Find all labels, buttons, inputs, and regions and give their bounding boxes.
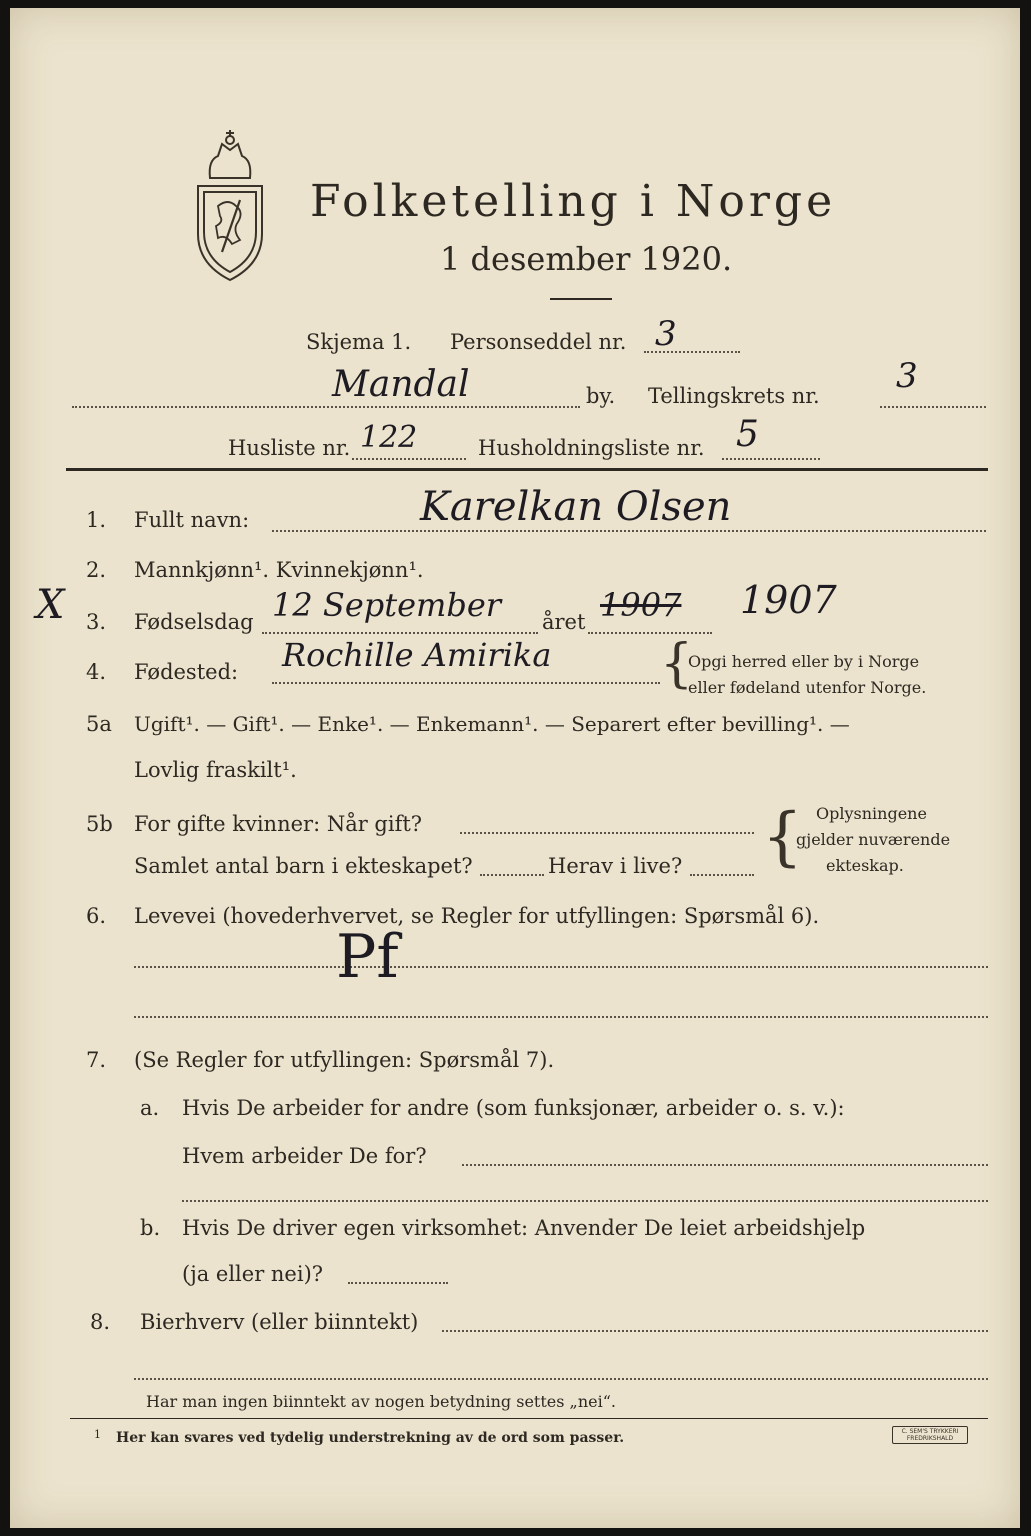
q5b-label2: Samlet antal barn i ekteskapet? [134,854,473,878]
q8-number: 8. [90,1310,111,1334]
q5b-note-line1: Oplysningene [816,804,927,823]
q5b-label3: Herav i live? [548,854,683,878]
q1-number: 1. [86,508,107,532]
husliste-number: 122 [360,420,418,455]
q5a-line1: Ugift¹. — Gift¹. — Enke¹. — Enkemann¹. — Separert efter bevilling¹. — [134,712,850,736]
q1-full-name: Karelkan Olsen [420,484,732,530]
q8-note: Har man ingen biinntekt av nogen betydning settes „nei“. [146,1392,616,1411]
q7a-line2: Hvem arbeider De for? [182,1144,427,1168]
q5a-number: 5a [86,712,112,736]
q2-number: 2. [86,558,107,582]
q6-occupation: Pf [336,922,399,992]
footnote-mark: 1 [94,1428,101,1441]
city-line [72,406,580,408]
husholdning-line [722,458,820,460]
q5b-number: 5b [86,812,113,836]
q6-label: Levevei (hovederhvervet, se Regler for utfyllingen: Spørsmål 6). [134,904,820,928]
q5b-note-brace: { [762,800,803,874]
norwegian-coat-of-arms-icon [188,126,272,284]
q5b-alive-line [690,874,754,876]
q7b-line1: Hvis De driver egen virksomhet: Anvender De leiet arbeidshjelp [182,1216,866,1240]
q1-line [272,530,986,532]
footer-separator [70,1418,988,1419]
q7a-letter: a. [140,1096,160,1120]
q2-label: Mannkjønn¹. Kvinnekjønn¹. [134,558,424,582]
q8-line1 [442,1330,988,1332]
personseddel-number: 3 [655,314,677,354]
q5b-label1: For gifte kvinner: Når gift? [134,812,423,836]
q3-year-line [588,632,712,634]
census-date: 1 desember 1920. [440,240,733,278]
q7b-line2: (ja eller nei)? [182,1262,324,1286]
q6-line1 [134,966,988,968]
q6-line2 [134,1016,988,1018]
q4-note-line1: Opgi herred eller by i Norge [688,652,920,671]
q3-label: Fødselsdag [134,610,254,634]
printer-mark: C. SEM'S TRYKKERI FREDRIKSHALD [892,1426,968,1444]
q4-birthplace: Rochille Amirika [282,636,552,674]
q4-line [272,682,660,684]
q5a-line2: Lovlig fraskilt¹. [134,758,297,782]
q3-margin-mark: X [36,582,65,628]
city-name: Mandal [332,364,470,405]
q7-label: (Se Regler for utfyllingen: Spørsmål 7). [134,1048,555,1072]
q3-year-corrected: 1907 [740,578,837,622]
husholdning-label: Husholdningsliste nr. [478,436,705,460]
header-separator [66,468,988,471]
q3-birth-day: 12 September [272,586,502,624]
q4-note-line2: eller fødeland utenfor Norge. [688,678,927,697]
q3-number: 3. [86,610,107,634]
q7b-line [348,1282,448,1284]
q5b-note-line3: ekteskap. [826,856,904,875]
q5b-note-line2: gjelder nuværende [796,830,951,849]
husliste-label: Husliste nr. [228,436,351,460]
form-title: Folketelling i Norge [310,176,837,227]
husholdning-number: 5 [736,414,759,455]
q7a-line [462,1164,988,1166]
husliste-line [352,458,466,460]
q3-day-line [262,632,538,634]
q8-label: Bierhverv (eller biinntekt) [140,1310,419,1334]
q5b-children-line [480,874,544,876]
q3-year-struck: 1907 [600,586,682,624]
q7a-line1: Hvis De arbeider for andre (som funksjonær, arbeider o. s. v.): [182,1096,845,1120]
title-divider [550,298,612,300]
tellingskrets-number: 3 [896,356,918,396]
q7-number: 7. [86,1048,107,1072]
tellingskrets-line [880,406,986,408]
q4-number: 4. [86,660,107,684]
personseddel-label: Personseddel nr. [450,330,627,354]
tellingskrets-label: Tellingskrets nr. [648,384,820,408]
q4-label: Fødested: [134,660,239,684]
footnote-text: Her kan svares ved tydelig understrekning av de ord som passer. [116,1430,625,1446]
by-label: by. [586,384,616,408]
q7b-letter: b. [140,1216,161,1240]
q1-label: Fullt navn: [134,508,250,532]
q5b-married-line [460,832,754,834]
census-form [10,8,1020,1528]
q4-note-brace: { [660,634,694,694]
skjema-label: Skjema 1. [306,330,412,354]
q3-year-label: året [542,610,586,634]
q8-line2 [134,1378,988,1380]
q7a-extra-line [182,1200,988,1202]
q6-number: 6. [86,904,107,928]
